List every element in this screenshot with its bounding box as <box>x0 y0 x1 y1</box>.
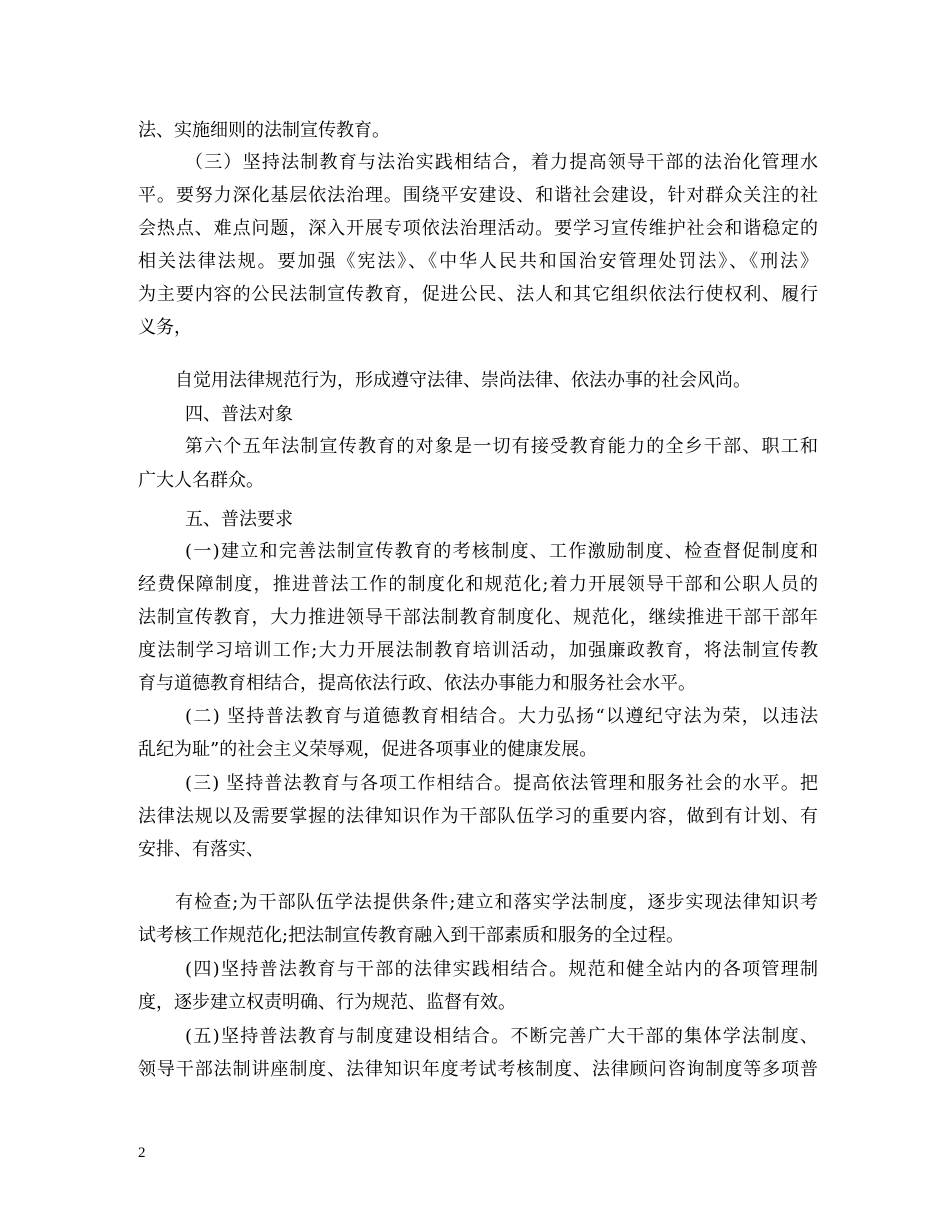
text-line: 领导干部法制讲座制度、法律知识年度考试考核制度、法律顾问咨询制度等多项普 <box>138 1059 818 1080</box>
text-line: 为主要内容的公民法制宣传教育，促进公民、法人和其它组织依法行使权利、履行 <box>138 284 818 305</box>
text-line: 第六个五年法制宣传教育的对象是一切有接受教育能力的全乡干部、职工和 <box>185 436 818 457</box>
text-line: 度法制学习培训工作;大力开展法制教育培训活动，加强廉政教育，将法制宣传教 <box>138 640 818 661</box>
text-line: 平。要努力深化基层依法治理。围绕平安建设、和谐社会建设，针对群众关注的社 <box>138 185 818 206</box>
text-line: 乱纪为耻”的社会主义荣辱观，促进各项事业的健康发展。 <box>138 739 598 760</box>
text-line: 安排、有落实、 <box>138 839 264 860</box>
text-line: (一)建立和完善法制宣传教育的考核制度、工作激励制度、检查督促制度和 <box>185 541 818 562</box>
text-line: 经费保障制度，推进普法工作的制度化和规范化;着力开展领导干部和公职人员的 <box>138 574 818 595</box>
page-number: 2 <box>138 1145 146 1161</box>
text-line: (四)坚持普法教育与干部的法律实践相结合。规范和健全站内的各项管理制 <box>185 959 818 980</box>
text-line: 会热点、难点问题，深入开展专项依法治理活动。要学习宣传维护社会和谐稳定的 <box>138 218 818 239</box>
text-line: 有检查;为干部队伍学法提供条件;建立和落实学法制度，逐步实现法律知识考 <box>175 892 818 913</box>
text-line: (三) 坚持普法教育与各项工作相结合。提高依法管理和服务社会的水平。把 <box>185 773 818 794</box>
text-line: 试考核工作规范化;把法制宣传教育融入到干部素质和服务的全过程。 <box>138 925 685 946</box>
text-line: 相关法律法规。要加强《宪法》、《中华人民共和国治安管理处罚法》、《刑法》 <box>138 251 818 272</box>
text-line: 自觉用法律规范行为，形成遵守法律、崇尚法律、依法办事的社会风尚。 <box>175 370 751 391</box>
text-line: 法、实施细则的法制宣传教育。 <box>138 120 390 141</box>
text-line: （三）坚持法制教育与法治实践相结合，着力提高领导干部的法治化管理水 <box>185 152 818 173</box>
text-line: (二) 坚持普法教育与道德教育相结合。大力弘扬“以遵纪守法为荣，以违法 <box>185 706 818 727</box>
text-line: 广大人名群众。 <box>138 470 264 491</box>
text-line: (五)坚持普法教育与制度建设相结合。不断完善广大干部的集体学法制度、 <box>185 1026 818 1047</box>
text-line: 度，逐步建立权责明确、行为规范、监督有效。 <box>138 992 516 1013</box>
section-heading: 五、普法要求 <box>185 509 293 530</box>
text-line: 义务， <box>138 317 192 338</box>
text-line: 育与道德教育相结合，提高依法行政、依法办事能力和服务社会水平。 <box>138 673 696 694</box>
section-heading: 四、普法对象 <box>185 404 293 425</box>
text-line: 法制宣传教育，大力推进领导干部法制教育制度化、规范化，继续推进干部干部年 <box>138 607 818 628</box>
text-line: 法律法规以及需要掌握的法律知识作为干部队伍学习的重要内容，做到有计划、有 <box>138 806 818 827</box>
